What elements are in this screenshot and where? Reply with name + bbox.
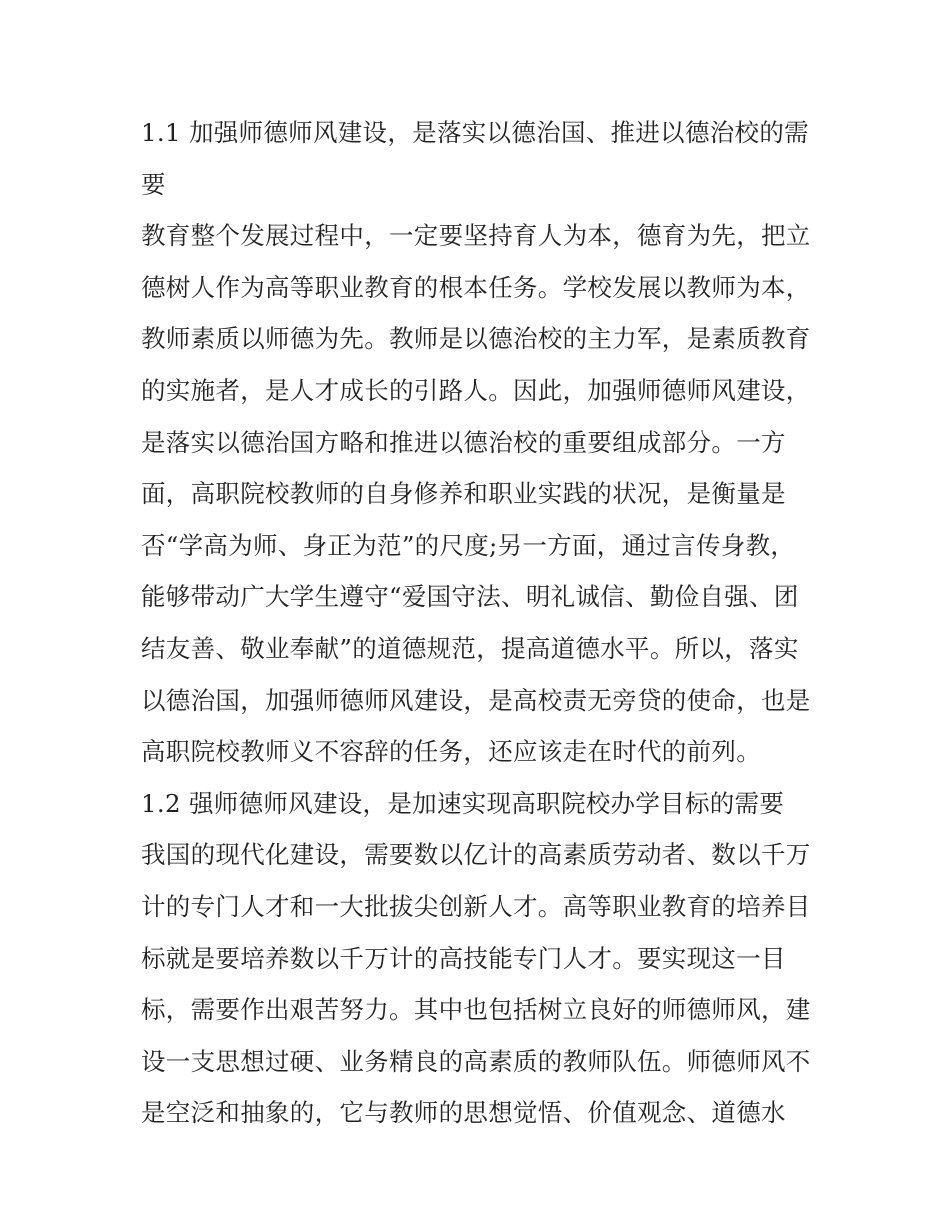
paragraph-line: 面，高职院校教师的自身修养和职业实践的状况，是衡量是	[141, 479, 786, 509]
paragraph-line: 否“学高为师、身正为范”的尺度;另一方面，通过言传身教，	[141, 530, 796, 560]
paragraph-line: 教师素质以师德为先。教师是以德治校的主力军，是素质教育	[141, 324, 811, 354]
body-text	[141, 107, 831, 1139]
paragraph-line: 德树人作为高等职业教育的根本任务。学校发展以教师为本，	[141, 272, 811, 302]
paragraph-line: 标，需要作出艰苦努力。其中也包括树立良好的师德师风，建	[141, 995, 811, 1025]
paragraph-line: 高职院校教师义不容辞的任务，还应该走在时代的前列。	[141, 737, 761, 767]
paragraph-line: 教育整个发展过程中，一定要坚持育人为本，德育为先，把立	[141, 221, 811, 251]
paragraph-line: 是空泛和抽象的，它与教师的思想觉悟、价值观念、道德水	[141, 1098, 786, 1128]
paragraph-line: 是落实以德治国方略和推进以德治校的重要组成部分。一方	[141, 427, 786, 457]
paragraph-line: 我国的现代化建设，需要数以亿计的高素质劳动者、数以千万	[141, 840, 811, 870]
paragraph-line: 计的专门人才和一大批拔尖创新人才。高等职业教育的培养目	[141, 891, 811, 921]
paragraph-line: 设一支思想过硬、业务精良的高素质的教师队伍。师德师风不	[141, 1046, 811, 1076]
heading-1-2: 1.2 强师德师风建设，是加速实现高职院校办学目标的需要	[141, 788, 785, 818]
heading-1-1-line-2: 要	[141, 169, 166, 199]
heading-1-1-line-1: 1.1 加强师德师风建设，是落实以德治国、推进以德治校的需	[141, 118, 809, 147]
paragraph-line: 的实施者，是人才成长的引路人。因此，加强师德师风建设，	[141, 375, 811, 405]
paragraph-line: 结友善、敬业奉献”的道德规范，提高道德水平。所以，落实	[141, 633, 799, 663]
paragraph-line: 能够带动广大学生遵守“爱国守法、明礼诚信、勤俭自强、团	[141, 582, 799, 612]
paragraph-line: 标就是要培养数以千万计的高技能专门人才。要实现这一目	[141, 943, 786, 973]
paragraph-line: 以德治国，加强师德师风建设，是高校责无旁贷的使命，也是	[141, 685, 811, 715]
